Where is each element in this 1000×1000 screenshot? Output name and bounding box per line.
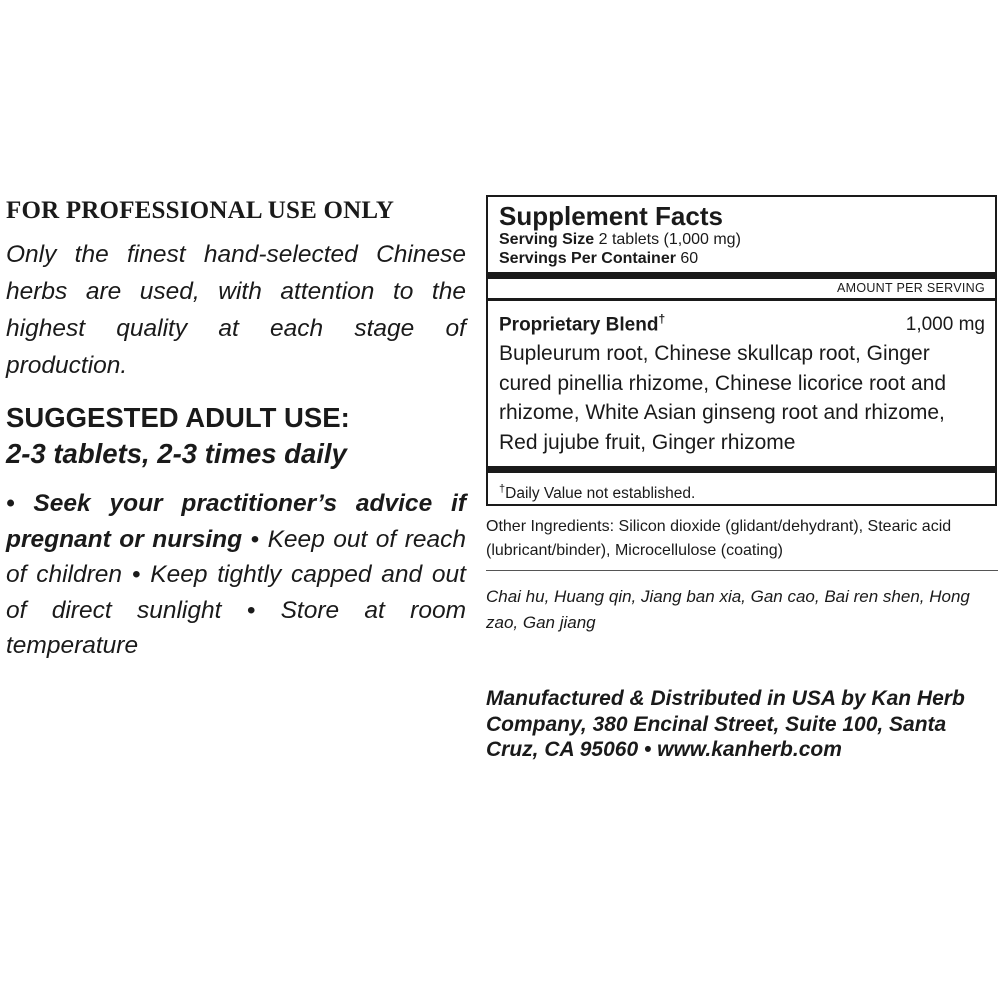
- serving-size: [499, 230, 995, 249]
- proprietary-blend-row: [499, 307, 985, 337]
- servings-per-container: [499, 249, 995, 268]
- divider-thick-bottom: [488, 466, 995, 473]
- separator-line: [486, 570, 998, 571]
- suggested-use-heading: SUGGESTED ADULT USE:: [6, 402, 350, 433]
- servings-label: Servings Per Container: [499, 250, 676, 267]
- left-column: [6, 194, 466, 664]
- other-ingredients: Other Ingredients: Silicon dioxide (glidant/dehydrant), Stearic acid (lubricant/binder), Microcellulose (coating): [486, 518, 952, 559]
- blend-amount: 1,000 mg: [905, 314, 985, 336]
- blend-name: Proprietary Blend†: [499, 312, 666, 336]
- dagger-symbol: †: [658, 312, 666, 326]
- divider-thick: [488, 272, 995, 279]
- professional-use-notice: FOR PROFESSIONAL USE ONLY: [6, 197, 395, 224]
- serving-size-label: Serving Size: [499, 231, 595, 248]
- serving-size-value: 2 tablets (1,000 mg): [598, 231, 741, 248]
- suggested-dose: 2-3 tablets, 2-3 times daily: [6, 438, 347, 469]
- divider-medium: [488, 298, 995, 301]
- pinyin-names: Chai hu, Huang qin, Jiang ban xia, Gan cao, Bai ren shen, Hong zao, Gan jiang: [486, 587, 970, 632]
- manufacturer-info: Manufactured & Distributed in USA by Kan Herb Company, 380 Encinal Street, Suite 100, Santa Cruz, CA 95060 • www.kanherb.com: [486, 687, 965, 761]
- daily-value-note: †Daily Value not established.: [499, 483, 696, 503]
- supplement-facts-panel: [486, 195, 997, 506]
- intro-paragraph: Only the finest hand-selected Chinese herbs are used, with attention to the highest quality at each stage of production.: [6, 241, 466, 379]
- warnings-paragraph: [6, 486, 466, 664]
- dv-dagger-symbol: †: [499, 483, 506, 496]
- amount-per-serving-label: AMOUNT PER SERVING: [836, 281, 985, 295]
- blend-ingredients: Bupleurum root, Chinese skullcap root, Ginger cured pinellia rhizome, Chinese licorice root and rhizome, White Asian ginseng root and rhizome, Red jujube fruit, Ginger rhizome: [499, 342, 947, 454]
- servings-value: 60: [680, 250, 699, 267]
- storage-warnings: • Keep out of reach of children • Keep tightly capped and out of direct sunlight • Store at room temperature: [6, 525, 467, 659]
- pregnancy-warning: • Seek your practitioner’s advice if pregnant or nursing: [6, 490, 466, 553]
- supplement-facts-title: Supplement Facts: [499, 201, 723, 231]
